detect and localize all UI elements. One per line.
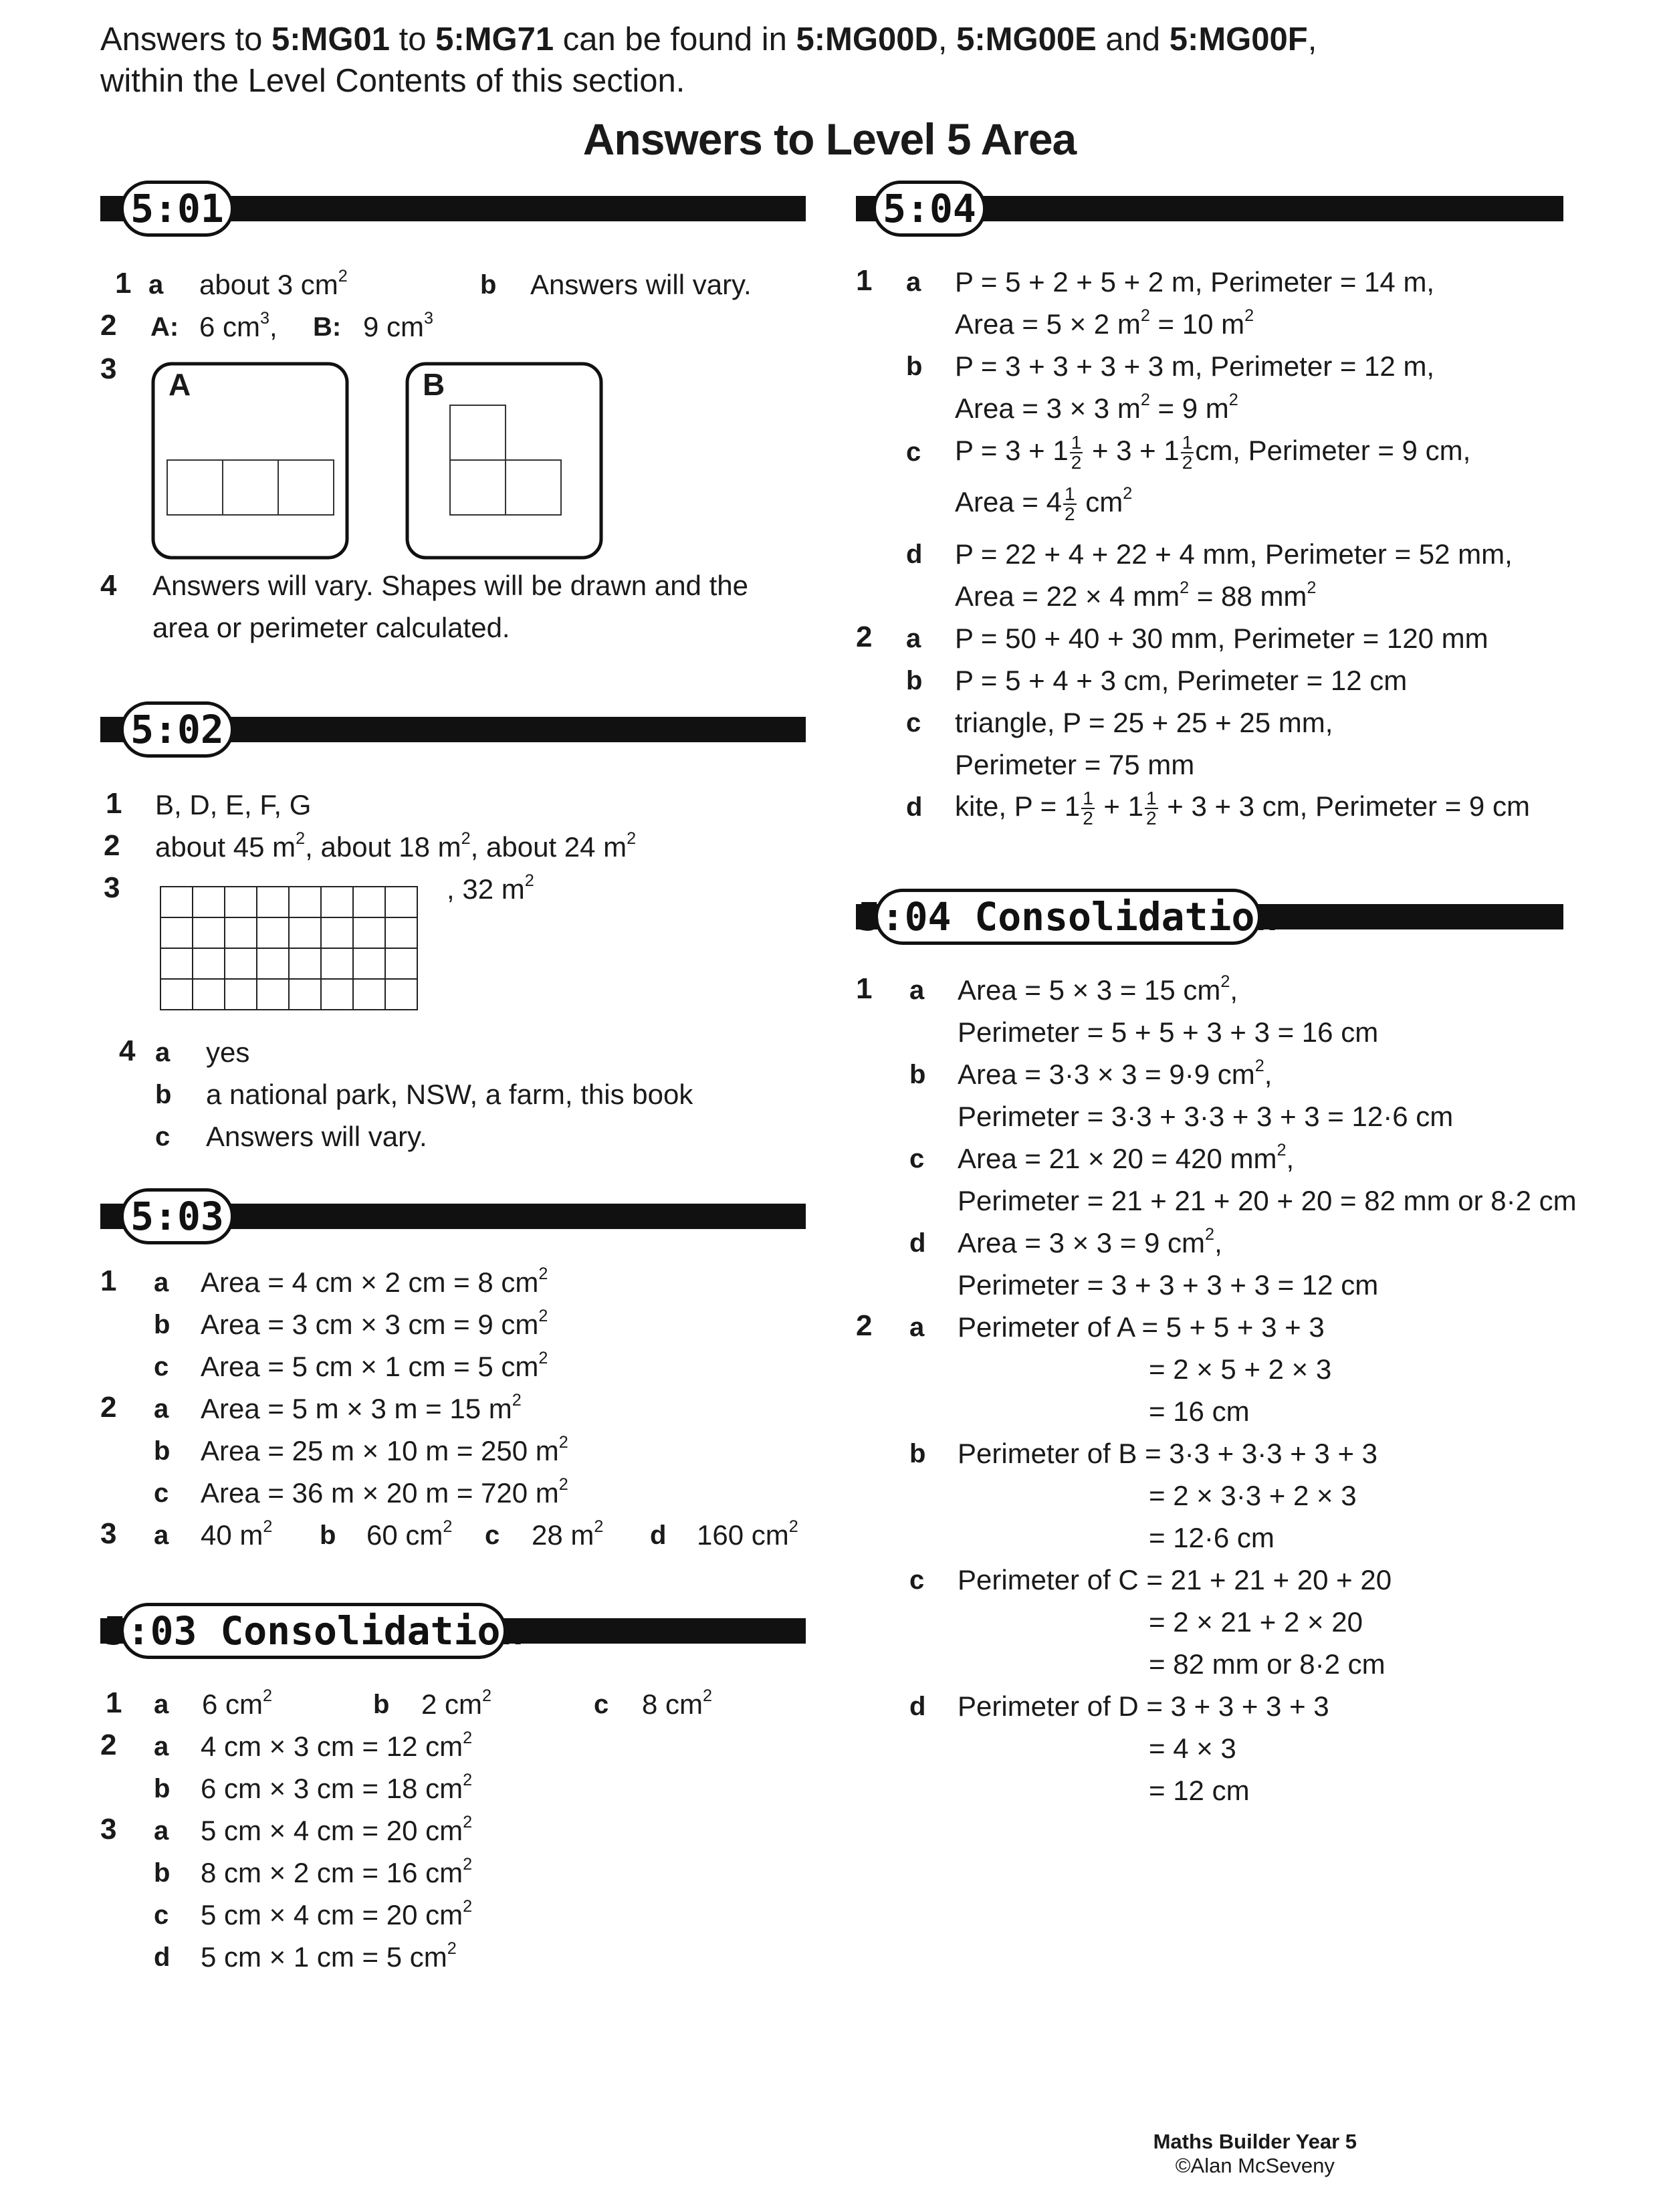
grid-cell: [321, 979, 353, 1010]
part-letter: a: [154, 1521, 169, 1550]
answer-text: [201, 1266, 548, 1299]
answer-text: [201, 1435, 568, 1467]
grid-cell: [257, 887, 289, 917]
answer-text: = 2 × 5 + 2 × 3: [1149, 1353, 1332, 1385]
part-letter: c: [155, 1122, 171, 1151]
question-number: 4: [119, 1034, 136, 1067]
unit-square: [506, 460, 561, 515]
question-number: 2: [100, 1391, 117, 1424]
part-letter: a: [909, 1313, 925, 1342]
grid-cell: [160, 917, 193, 948]
answer-text: a national park, NSW, a farm, this book: [206, 1079, 693, 1110]
superscript: 2: [1123, 484, 1133, 504]
answer-text: [201, 1815, 472, 1847]
answer-value: Area = 21 × 20 = 420 mm: [958, 1143, 1277, 1174]
question-number: 3: [100, 1517, 117, 1550]
grid-cell: [160, 887, 193, 917]
part-letter: c: [909, 1565, 925, 1595]
intro-text-part: ,: [1307, 21, 1317, 58]
question-number: 1: [115, 267, 132, 300]
part-letter: d: [906, 792, 923, 822]
part-letter: b: [154, 1436, 171, 1466]
section-label-5-03: 5:03: [120, 1188, 234, 1244]
superscript: 2: [703, 1686, 713, 1706]
page-title: Answers to Level 5 Area: [582, 114, 1077, 164]
answer-text: Perimeter = 21 + 21 + 20 + 20 = 82 mm or 8·2 cm: [958, 1185, 1577, 1216]
question-number: 2: [100, 1729, 117, 1761]
grid-cell: [225, 917, 257, 948]
answer-value: kite, P = 1: [955, 790, 1081, 822]
answer-value: = 10 m: [1149, 308, 1245, 340]
answer-value: 5 cm × 4 cm = 20 cm: [201, 1815, 463, 1846]
grid-cell: [353, 948, 385, 979]
part-letter: d: [906, 540, 923, 569]
grid-cell: [160, 979, 193, 1010]
answer-value: Area = 4: [955, 486, 1062, 518]
part-letter: b: [480, 270, 497, 300]
part-letter: a: [154, 1732, 169, 1761]
unit-square: [450, 460, 506, 515]
answer-text: [201, 1351, 548, 1383]
grid-cell: [257, 917, 289, 948]
grid-cell: [289, 948, 321, 979]
fraction-numerator: 1: [1146, 788, 1157, 808]
answer-value: Area = 3 × 3 = 9 cm: [958, 1227, 1206, 1258]
superscript: 2: [296, 829, 306, 849]
answer-text: B, D, E, F, G: [155, 789, 312, 820]
answer-value: cm: [1077, 486, 1123, 518]
fraction-numerator: 1: [1182, 432, 1193, 453]
unit-square: [223, 460, 278, 515]
answer-text: = 12 cm: [1149, 1775, 1250, 1806]
part-letter: c: [154, 1478, 169, 1508]
intro-code: 5:MG71: [435, 21, 554, 58]
grid-cell: [225, 979, 257, 1010]
part-letter: b: [906, 666, 923, 695]
answer-value: Area = 3 × 3 m: [955, 393, 1141, 424]
answer-text: Answers will vary.: [530, 269, 752, 300]
answer-value: 9 cm: [363, 311, 425, 342]
part-letter: d: [909, 1692, 926, 1721]
grid-cell: [321, 917, 353, 948]
part-letter: A:: [150, 312, 179, 342]
intro-code: 5:MG00E: [956, 21, 1097, 58]
answer-text: [955, 393, 1238, 425]
answer-value: 8 cm: [642, 1688, 703, 1720]
part-letter: a: [154, 1394, 169, 1424]
answer-text: [958, 1143, 1294, 1175]
question-number: 1: [856, 972, 873, 1005]
answer-text: = 82 mm or 8·2 cm: [1149, 1648, 1386, 1680]
superscript: 2: [1140, 306, 1150, 326]
separator: ,: [1286, 1143, 1295, 1174]
question-number: 1: [856, 264, 873, 297]
grid-cell: [289, 979, 321, 1010]
superscript: 2: [1180, 578, 1190, 598]
answer-value: cm, Perimeter = 9 cm,: [1195, 435, 1471, 467]
part-letter: b: [154, 1774, 171, 1803]
grid-cell: [353, 887, 385, 917]
part-letter: c: [154, 1352, 169, 1381]
fraction-half: [1181, 433, 1194, 472]
answer-text: [201, 1941, 457, 1973]
answer-value: P = 3 + 1: [955, 435, 1069, 467]
superscript: 2: [443, 1517, 453, 1537]
answer-text: [199, 269, 348, 301]
intro-text-part: can be found in: [554, 21, 796, 58]
intro-line-2: within the Level Contents of this section.: [100, 63, 685, 99]
superscript: 2: [788, 1517, 798, 1537]
answer-text: [955, 433, 1470, 472]
answer-value: Area = 3·3 × 3 = 9·9 cm: [958, 1059, 1255, 1090]
answer-text: Perimeter = 3·3 + 3·3 + 3 + 3 = 12·6 cm: [958, 1101, 1454, 1132]
question-number: 3: [100, 1813, 117, 1846]
superscript: 2: [538, 1349, 548, 1368]
separator: ,: [1264, 1059, 1273, 1090]
answer-text: [366, 1519, 452, 1551]
question-number: 1: [106, 1686, 122, 1719]
answer-value: + 3 + 3 cm, Perimeter = 9 cm: [1159, 790, 1530, 822]
answer-text: [201, 1309, 548, 1341]
intro-text-part: and: [1096, 21, 1170, 58]
grid-cell: [193, 979, 225, 1010]
grid-cell: [353, 979, 385, 1010]
superscript: 2: [482, 1686, 492, 1706]
answer-value: Area = 3 cm × 3 cm = 9 cm: [201, 1309, 539, 1340]
superscript: 2: [538, 1264, 548, 1284]
superscript: 2: [463, 1897, 473, 1916]
answer-text: P = 5 + 2 + 5 + 2 m, Perimeter = 14 m,: [955, 266, 1435, 298]
part-letter: b: [909, 1439, 926, 1468]
answer-text: [955, 308, 1254, 340]
superscript: 2: [1205, 1225, 1215, 1244]
shape-diagram: [150, 361, 619, 562]
fraction-denominator: 2: [1182, 452, 1193, 473]
fraction-denominator: 2: [1083, 808, 1093, 828]
part-letter: b: [154, 1858, 171, 1888]
intro-text: [100, 19, 1317, 102]
intro-code: 5:MG00F: [1169, 21, 1308, 58]
answer-value: 5 cm × 1 cm = 5 cm: [201, 1941, 447, 1973]
answer-value: 5 cm × 4 cm = 20 cm: [201, 1899, 463, 1930]
part-letter: b: [909, 1060, 926, 1089]
answer-value: , about 18 m: [305, 831, 461, 863]
answer-value: about 3 cm: [199, 269, 338, 300]
answer-text: P = 22 + 4 + 22 + 4 mm, Perimeter = 52 mm,: [955, 538, 1513, 570]
grid-cell: [193, 887, 225, 917]
part-letter: a: [154, 1690, 169, 1719]
grid-cell: [289, 917, 321, 948]
answer-value: 6 cm: [202, 1688, 263, 1720]
part-letter: c: [594, 1690, 609, 1719]
answer-value: 60 cm: [366, 1519, 443, 1551]
part-letter: a: [155, 1038, 171, 1067]
answer-value: Area = 22 × 4 mm: [955, 580, 1180, 612]
part-letter: d: [909, 1228, 926, 1258]
intro-text-part: Answers to: [100, 21, 271, 58]
answer-value: 8 cm × 2 cm = 16 cm: [201, 1857, 463, 1888]
part-letter: b: [373, 1690, 390, 1719]
separator: ,: [1230, 974, 1238, 1006]
answer-text: [201, 1857, 472, 1889]
section-label-5-02: 5:02: [120, 701, 234, 758]
answer-text: P = 3 + 3 + 3 + 3 m, Perimeter = 12 m,: [955, 350, 1435, 382]
answer-value: + 1: [1095, 790, 1143, 822]
answer-text: = 2 × 3·3 + 2 × 3: [1149, 1480, 1357, 1511]
answer-value: 40 m: [201, 1519, 263, 1551]
answer-text: Answers will vary. Shapes will be drawn and the: [152, 570, 748, 601]
answer-value: = 88 mm: [1189, 580, 1307, 612]
grid-cell: [193, 948, 225, 979]
answer-text: = 2 × 21 + 2 × 20: [1149, 1606, 1363, 1638]
part-letter: b: [154, 1310, 171, 1339]
section-label-5-01: 5:01: [120, 181, 234, 237]
answer-text: [958, 974, 1238, 1006]
part-letter: b: [320, 1521, 336, 1550]
intro-text-part: to: [390, 21, 436, 58]
answer-value: 6 cm × 3 cm = 18 cm: [201, 1773, 463, 1804]
part-letter: a: [154, 1816, 169, 1846]
grid-cell: [385, 948, 417, 979]
superscript: 2: [338, 267, 348, 286]
answer-text: [201, 1731, 472, 1763]
answer-text: P = 5 + 4 + 3 cm, Perimeter = 12 cm: [955, 665, 1408, 696]
section-label-5-04: 5:04: [873, 181, 986, 237]
superscript: 2: [1228, 391, 1238, 410]
superscript: 3: [260, 309, 270, 328]
answer-text: [201, 1519, 272, 1551]
answer-text: [958, 1227, 1222, 1259]
box-b-label: B: [423, 367, 445, 402]
answer-value: 4 cm × 3 cm = 12 cm: [201, 1731, 463, 1762]
answer-value: Area = 25 m × 10 m = 250 m: [201, 1435, 559, 1466]
part-letter: B:: [313, 312, 342, 342]
answer-text: [202, 1688, 272, 1721]
superscript: 2: [263, 1517, 273, 1537]
question-number: 1: [106, 787, 122, 820]
grid-cell: [257, 979, 289, 1010]
answer-text: Perimeter of A = 5 + 5 + 3 + 3: [958, 1311, 1325, 1343]
fraction-denominator: 2: [1146, 808, 1157, 828]
question-number: 2: [104, 829, 120, 862]
superscript: 2: [558, 1433, 568, 1452]
question-number: 2: [856, 621, 873, 653]
answer-value: Area = 5 × 3 = 15 cm: [958, 974, 1221, 1006]
answer-text: area or perimeter calculated.: [152, 612, 510, 643]
answer-value: about 45 m: [155, 831, 296, 863]
answer-text: [532, 1519, 603, 1551]
superscript: 2: [558, 1475, 568, 1495]
answer-text: yes: [206, 1036, 250, 1068]
part-letter: a: [909, 976, 925, 1005]
fraction-denominator: 2: [1064, 504, 1075, 524]
answer-value: Area = 5 m × 3 m = 15 m: [201, 1393, 512, 1424]
intro-code: 5:MG01: [271, 21, 390, 58]
answer-text: [201, 1899, 472, 1931]
answer-text: [201, 1773, 472, 1805]
grid-cell: [353, 917, 385, 948]
fraction-denominator: 2: [1071, 452, 1082, 473]
superscript: 2: [463, 1855, 473, 1874]
part-letter: c: [906, 437, 921, 467]
part-letter: a: [906, 267, 921, 297]
superscript: 2: [447, 1939, 457, 1959]
part-letter: c: [485, 1521, 500, 1550]
section-label-5-03-consolidation: 5:03 Consolidation: [120, 1603, 507, 1659]
superscript: 2: [594, 1517, 604, 1537]
intro-line-1: [100, 19, 1317, 60]
part-letter: c: [154, 1900, 169, 1930]
answer-value: Area = 5 × 2 m: [955, 308, 1141, 340]
answer-text: Perimeter of D = 3 + 3 + 3 + 3: [958, 1690, 1329, 1722]
answer-text: [958, 1059, 1272, 1091]
part-letter: c: [906, 708, 921, 738]
grid-8x4: [158, 884, 419, 1012]
part-letter: d: [650, 1521, 667, 1550]
answer-text: P = 50 + 40 + 30 mm, Perimeter = 120 mm: [955, 623, 1488, 654]
superscript: 2: [524, 871, 534, 891]
unit-square: [278, 460, 334, 515]
fraction-numerator: 1: [1071, 432, 1082, 453]
unit-square: [450, 405, 506, 460]
grid-lines: [160, 887, 417, 1010]
part-letter: a: [906, 624, 921, 653]
answer-value: Area = 5 cm × 1 cm = 5 cm: [201, 1351, 539, 1382]
part-letter: b: [906, 352, 923, 381]
part-letter: b: [155, 1080, 172, 1109]
answer-value: 160 cm: [697, 1519, 789, 1551]
grid-cell: [193, 917, 225, 948]
answer-text: [447, 873, 534, 905]
unit-square: [167, 460, 223, 515]
footer-book-title: Maths Builder Year 5: [1153, 2130, 1357, 2153]
fraction-numerator: 1: [1064, 483, 1075, 504]
answer-value: , about 24 m: [470, 831, 627, 863]
answer-value: Area = 4 cm × 2 cm = 8 cm: [201, 1266, 539, 1298]
answer-value: 28 m: [532, 1519, 594, 1551]
answer-text: [201, 1477, 568, 1509]
intro-text-part: ,: [937, 21, 957, 58]
superscript: 3: [424, 309, 434, 328]
answer-value: , 32 m: [447, 873, 525, 905]
answer-text: [201, 1393, 522, 1425]
answer-text: [955, 789, 1530, 828]
answer-text: [199, 311, 278, 343]
answer-value: = 9 m: [1149, 393, 1229, 424]
grid-cell: [385, 887, 417, 917]
superscript: 2: [461, 829, 471, 849]
superscript: 2: [627, 829, 637, 849]
footer-copyright: ©Alan McSeveny: [1175, 2154, 1335, 2177]
superscript: 2: [1254, 1057, 1264, 1076]
superscript: 2: [512, 1391, 522, 1410]
box-a-label: A: [169, 367, 191, 402]
grid-cell: [225, 887, 257, 917]
grid-cell: [385, 917, 417, 948]
separator: ,: [269, 311, 278, 342]
superscript: 2: [1220, 972, 1230, 992]
superscript: 2: [1277, 1141, 1287, 1160]
superscript: 2: [538, 1307, 548, 1326]
superscript: 2: [1307, 578, 1317, 598]
superscript: 2: [463, 1771, 473, 1790]
answer-text: = 4 × 3: [1149, 1733, 1236, 1764]
fraction-half: [1063, 485, 1077, 524]
answer-text: Answers will vary.: [206, 1121, 427, 1152]
fraction-half: [1070, 433, 1083, 472]
grid-cell: [385, 979, 417, 1010]
answer-text: [955, 580, 1316, 613]
grid-cell: [160, 948, 193, 979]
answer-text: [697, 1519, 798, 1551]
intro-code: 5:MG00D: [796, 21, 938, 58]
answer-value: 6 cm: [199, 311, 261, 342]
answer-text: = 12·6 cm: [1149, 1522, 1275, 1553]
question-number: 3: [104, 871, 120, 904]
answer-text: [955, 485, 1132, 524]
answer-value: + 3 + 1: [1084, 435, 1180, 467]
superscript: 2: [1140, 391, 1150, 410]
answer-text: Perimeter of C = 21 + 21 + 20 + 20: [958, 1564, 1392, 1595]
fraction-half: [1081, 789, 1095, 828]
answer-text: Perimeter = 5 + 5 + 3 + 3 = 16 cm: [958, 1016, 1379, 1048]
separator: ,: [1214, 1227, 1222, 1258]
superscript: 2: [263, 1686, 273, 1706]
question-number: 2: [856, 1309, 873, 1342]
superscript: 2: [463, 1813, 473, 1832]
part-letter: a: [154, 1268, 169, 1297]
answer-text: [155, 831, 636, 863]
part-letter: d: [154, 1943, 171, 1972]
grid-cell: [257, 948, 289, 979]
fraction-numerator: 1: [1083, 788, 1093, 808]
question-number: 2: [100, 309, 117, 342]
question-number: 4: [100, 569, 117, 602]
answer-text: triangle, P = 25 + 25 + 25 mm,: [955, 707, 1333, 738]
answer-value: Area = 36 m × 20 m = 720 m: [201, 1477, 559, 1509]
question-number: 3: [100, 352, 117, 385]
footer: [1153, 2130, 1357, 2178]
answer-text: = 16 cm: [1149, 1396, 1250, 1427]
part-letter: c: [909, 1144, 925, 1174]
answer-text: Perimeter of B = 3·3 + 3·3 + 3 + 3: [958, 1438, 1378, 1469]
superscript: 2: [1244, 306, 1254, 326]
answer-text: [363, 311, 433, 343]
question-number: 1: [100, 1264, 117, 1297]
grid-cell: [321, 887, 353, 917]
answer-text: Perimeter = 75 mm: [955, 749, 1195, 780]
superscript: 2: [463, 1729, 473, 1748]
grid-cell: [321, 948, 353, 979]
fraction-half: [1145, 789, 1158, 828]
grid-cell: [289, 887, 321, 917]
part-letter: a: [148, 270, 164, 300]
answer-value: 2 cm: [421, 1688, 483, 1720]
answer-text: [421, 1688, 491, 1721]
answer-text: Perimeter = 3 + 3 + 3 + 3 = 12 cm: [958, 1269, 1379, 1301]
answer-text: [642, 1688, 712, 1721]
section-label-5-04-consolidation: 5:04 Consolidation: [875, 889, 1261, 945]
grid-cell: [225, 948, 257, 979]
